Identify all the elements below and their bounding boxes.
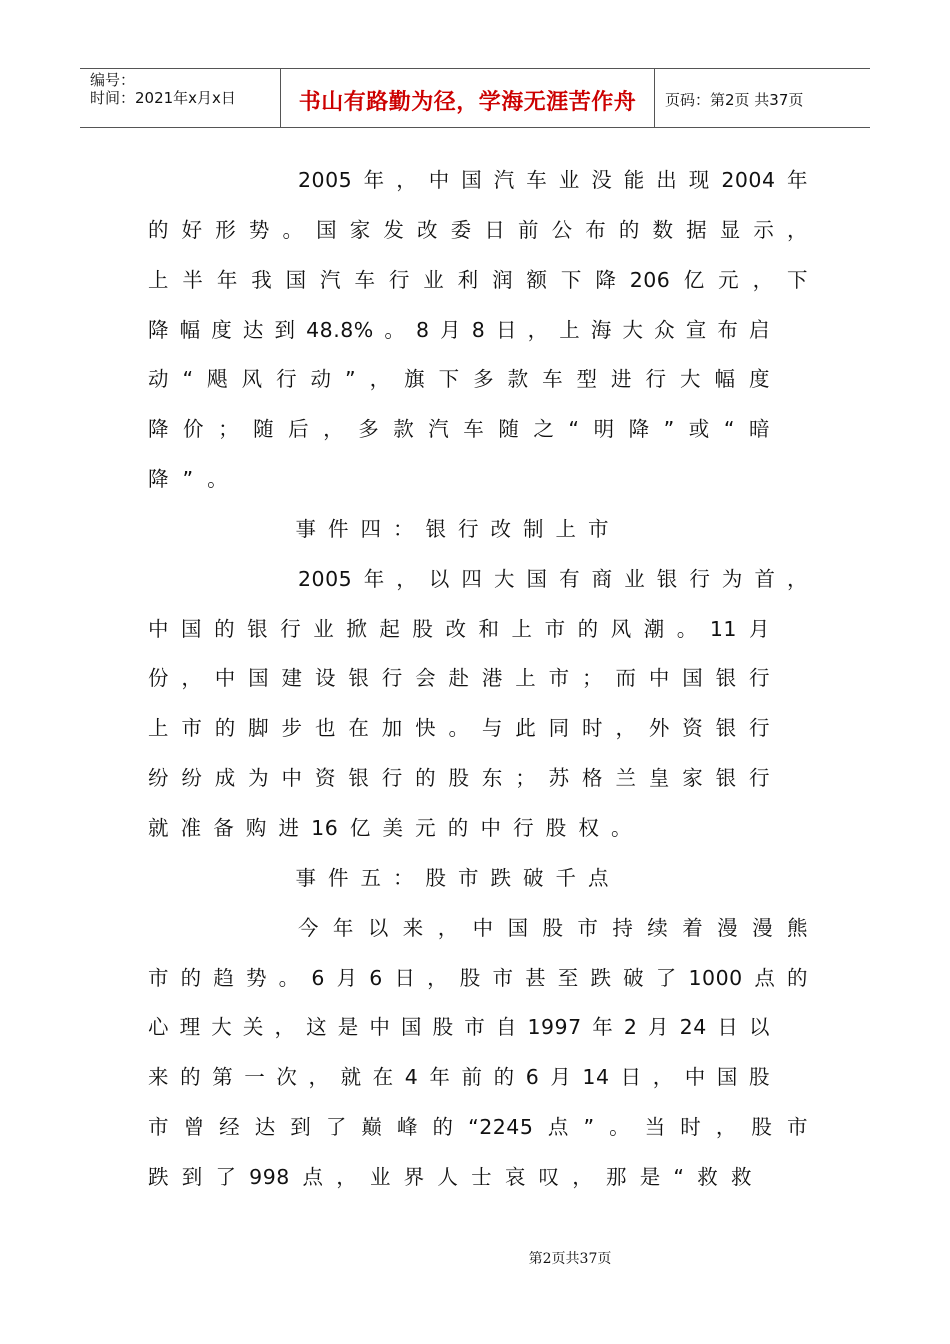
paragraph-line: 跌到了998点，业界人士哀叹，那是“救救 xyxy=(148,1164,752,1189)
paragraph-line: 动“飓风行动”，旗下多款车型进行大幅度 xyxy=(148,367,770,392)
paragraph-line: 就准备购进16亿美元的中行股权。 xyxy=(148,815,632,840)
page-footer: 第2页共37页 xyxy=(528,1251,612,1267)
header-motto-cell xyxy=(281,69,655,127)
paragraph-line: 降”。 xyxy=(148,467,242,492)
paragraph-line: 中国的银行业掀起股改和上市的风潮。11月 xyxy=(148,616,770,641)
paragraph-line: 份，中国建设银行会赴港上市；而中国银行 xyxy=(148,666,770,691)
header-page-cell xyxy=(655,69,870,127)
page-header xyxy=(80,68,870,128)
document-number: 编号： xyxy=(90,71,136,89)
paragraph-line: 纷纷成为中资银行的股东；苏格兰皇家银行 xyxy=(148,766,770,791)
section-heading-event-5: 事件五：股市跌破千点 xyxy=(295,865,621,890)
paragraph-line: 降价；随后，多款汽车随之“明降”或“暗 xyxy=(148,417,770,442)
paragraph-line: 心理大关，这是中国股市自1997年2月24日以 xyxy=(148,1015,770,1040)
paragraph-line: 的好形势。国家发改委日前公布的数据显示， xyxy=(148,217,808,242)
header-page-number: 页码：第2页 共37页 xyxy=(665,91,804,109)
paragraph-line: 来的第一次，就在4年前的6月14日，中国股 xyxy=(148,1065,770,1090)
header-meta xyxy=(80,69,281,127)
paragraph-line: 降幅度达到48.8%。8月8日，上海大众宣布启 xyxy=(148,317,770,342)
motto: 书山有路勤为径，学海无涯苦作舟 xyxy=(298,89,637,115)
paragraph-line: 上半年我国汽车行业利润额下降206亿元，下 xyxy=(148,267,808,292)
paragraph-line: 2005年，以四大国有商业银行为首， xyxy=(298,566,808,591)
paragraph-line: 市曾经达到了巅峰的“2245点”。当时，股市 xyxy=(148,1115,808,1140)
paragraph-line: 2005年，中国汽车业没能出现2004年 xyxy=(298,168,808,192)
body-text xyxy=(148,156,808,1203)
section-heading-event-4: 事件四：银行改制上市 xyxy=(295,516,621,541)
document-date: 时间：2021年x月x日 xyxy=(90,89,236,107)
paragraph-line: 今年以来，中国股市持续着漫漫熊 xyxy=(298,915,808,940)
paragraph-line: 市的趋势。6月6日，股市甚至跌破了1000点的 xyxy=(148,965,808,990)
paragraph-line: 上市的脚步也在加快。与此同时，外资银行 xyxy=(148,716,770,741)
